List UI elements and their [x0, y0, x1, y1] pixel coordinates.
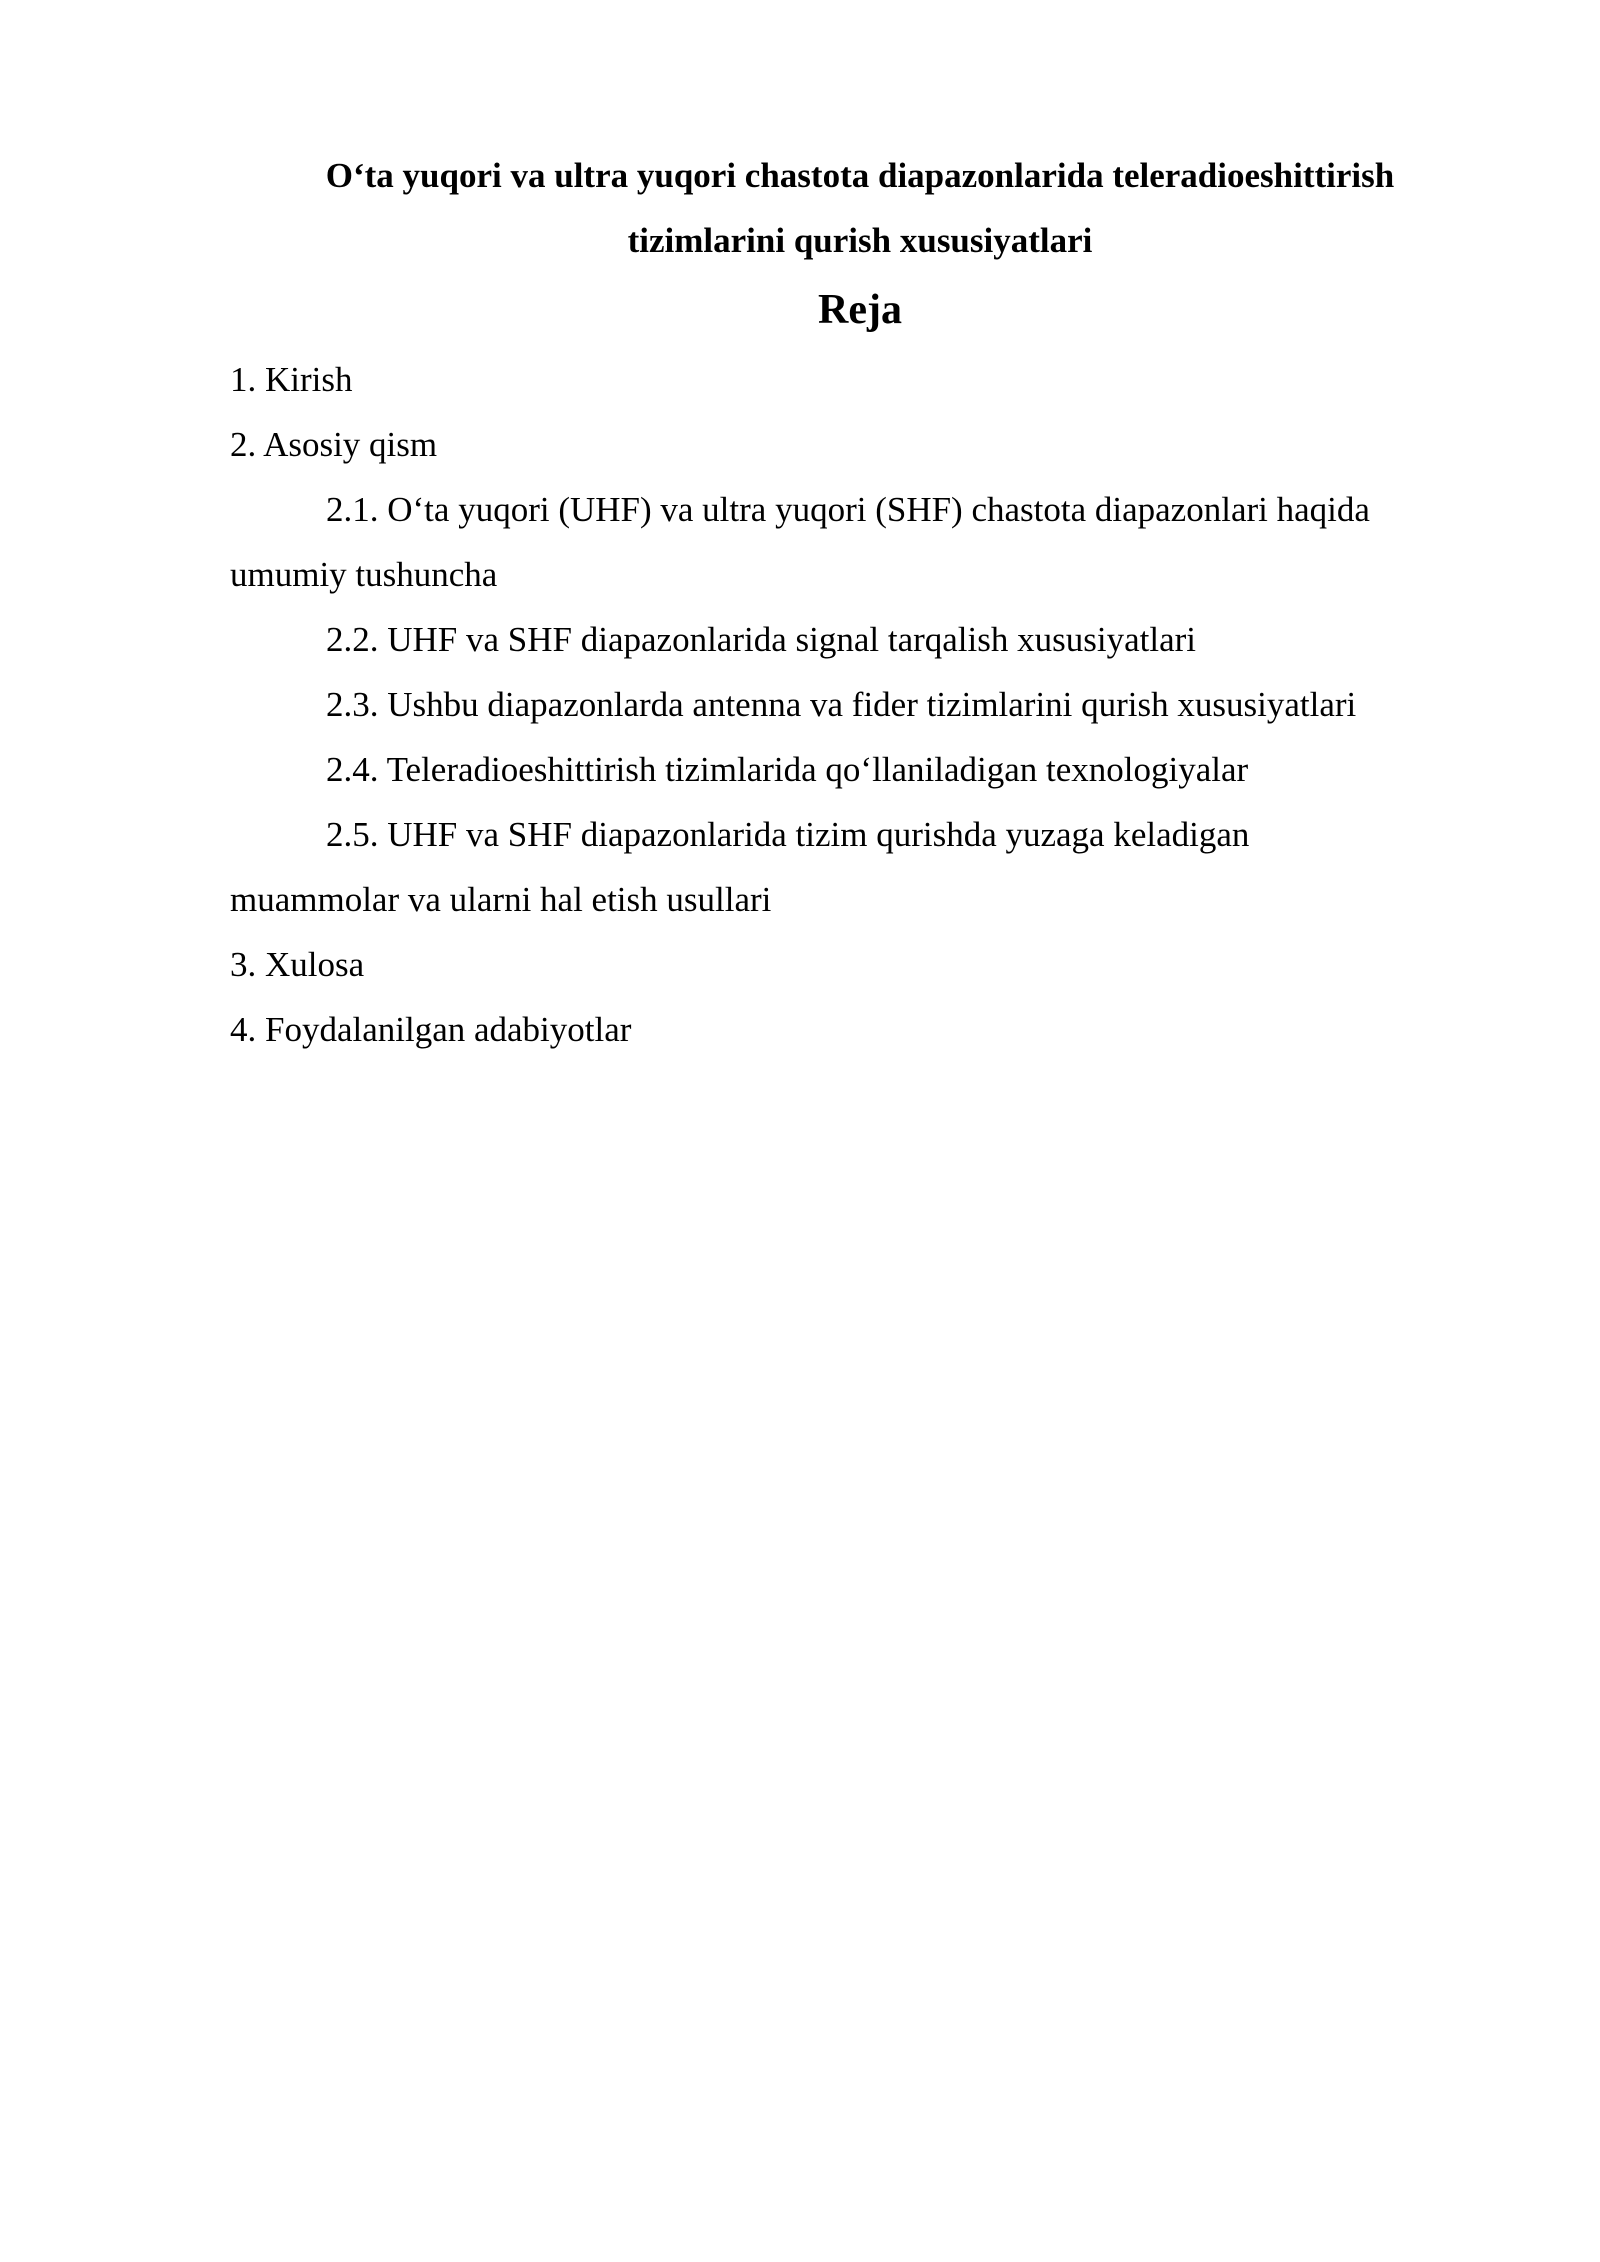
plan-heading: Reja: [818, 287, 902, 333]
plan-subitem-2-1-continuation: umumiy tushuncha: [230, 555, 498, 594]
plan-item-kirish: 1. Kirish: [230, 360, 353, 399]
plan-subitem-2-2: 2.2. UHF va SHF diapazonlarida signal tarqalish xususiyatlari: [326, 620, 1196, 659]
plan-subitem-2-1: 2.1. O‘ta yuqori (UHF) va ultra yuqori (SHF) chastota diapazonlari haqida: [326, 490, 1370, 529]
document-title-line-1: O‘ta yuqori va ultra yuqori chastota diapazonlarida teleradioeshittirish: [325, 156, 1395, 195]
plan-item-asosiy-qism: 2. Asosiy qism: [230, 425, 438, 464]
plan-subitem-2-5: 2.5. UHF va SHF diapazonlarida tizim qurishda yuzaga keladigan: [326, 815, 1250, 854]
plan-item-xulosa: 3. Xulosa: [230, 945, 365, 984]
plan-subitem-2-3: 2.3. Ushbu diapazonlarda antenna va fider tizimlarini qurish xususiyatlari: [326, 685, 1357, 724]
plan-item-adabiyotlar: 4. Foydalanilgan adabiyotlar: [230, 1010, 632, 1049]
document-title-line-2: tizimlarini qurish xususiyatlari: [627, 221, 1093, 260]
plan-subitem-2-5-continuation: muammolar va ularni hal etish usullari: [230, 880, 772, 919]
plan-subitem-2-4: 2.4. Teleradioeshittirish tizimlarida qo‘llaniladigan texnologiyalar: [326, 750, 1249, 789]
